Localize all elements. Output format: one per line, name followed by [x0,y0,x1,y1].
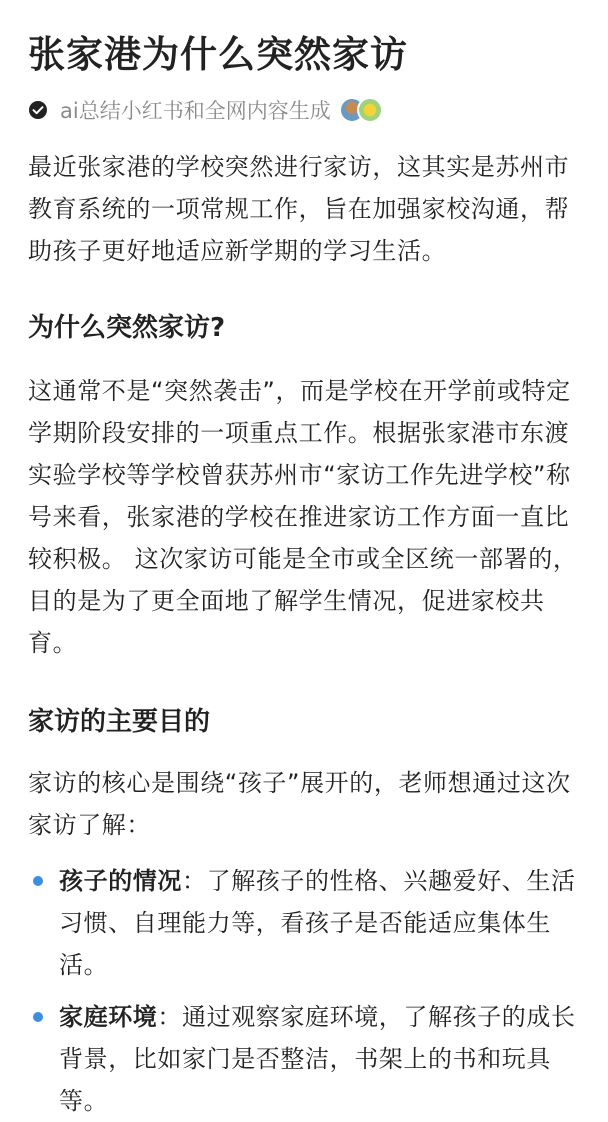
list-item [28,860,580,986]
bullet-dot-icon [33,1012,43,1022]
section-heading: 家访的主要目的 [28,707,211,737]
section-paragraph: 这通常不是“突然袭击”，而是学校在开学前或特定学期阶段安排的一项重点工作。根据张家港市东渡实验学校等学校曾获苏州市“家访工作先进学校”称号来看，张家港的学校在推进家访工作方面一直比较积极。 这次家访可能是全市或全区统一部署的，目的是为了更全面地了解学生情况，促进家校共育。 [28,377,578,657]
section-paragraph: 家访的核心是围绕“孩子”展开的，老师想通过这次家访了解： [28,769,571,839]
purpose-list [28,860,580,1122]
avatar-icon[interactable] [357,97,383,123]
avatar-group[interactable] [339,97,383,123]
bullet-dot-icon [33,876,43,886]
article-title: 张家港为什么突然家访 [28,33,408,76]
list-item-term: 孩子的情况 [59,867,182,895]
list-item-text: ：通过观察家庭环境，了解孩子的成长背景，比如家门是否整洁，书架上的书和玩具等。 [59,1003,576,1115]
source-row [28,90,580,130]
list-item [28,996,580,1122]
list-item-term: 家庭环境 [59,1003,158,1031]
source-label: ai总结小红书和全网内容生成 [60,99,331,123]
check-circle-icon [28,100,48,120]
section-heading: 为什么突然家访? [28,313,226,343]
list-item-text: ：了解孩子的性格、兴趣爱好、生活习惯、自理能力等，看孩子是否能适应集体生活。 [59,867,576,979]
intro-paragraph: 最近张家港的学校突然进行家访，这其实是苏州市教育系统的一项常规工作，旨在加强家校沟通，帮助孩子更好地适应新学期的学习生活。 [28,153,570,265]
